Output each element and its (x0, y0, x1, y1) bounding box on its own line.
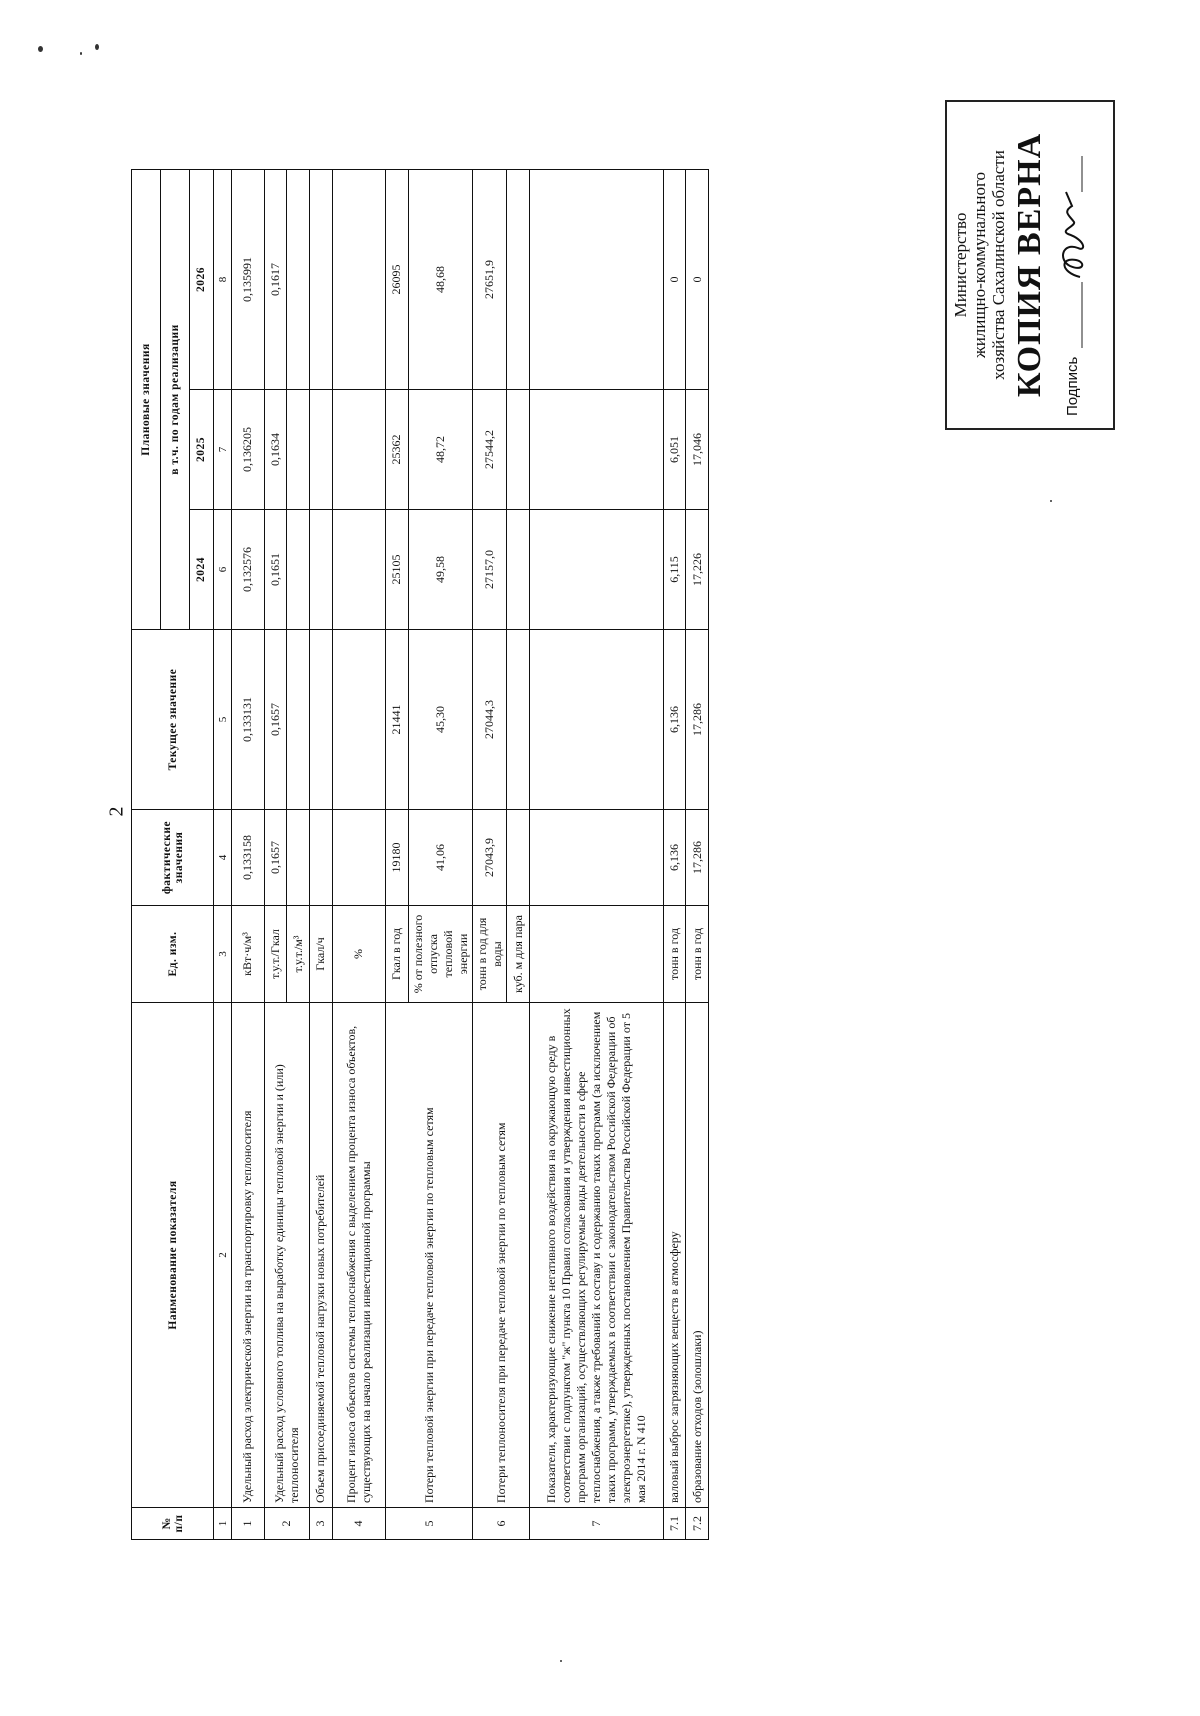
row-name: Объем присоединяемой тепловой нагрузки новых потребителей (309, 1003, 332, 1508)
row-unit: % (332, 906, 385, 1003)
table-row (529, 169, 663, 1539)
row-actual (332, 810, 385, 906)
row-2025: 0,136205 (231, 390, 264, 510)
scan-speck (95, 44, 99, 50)
row-num: 4 (332, 1508, 385, 1540)
header-year-2026: 2026 (189, 169, 214, 389)
row-2025: 17,046 (686, 390, 709, 510)
row-num: 1 (231, 1508, 264, 1540)
row-current (332, 630, 385, 810)
index-cell: 5 (214, 630, 231, 810)
header-by-year: в т.ч. по годам реализации (160, 169, 189, 629)
row-2024 (309, 510, 332, 630)
row-2025-alt: 48,72 (408, 390, 473, 510)
row-actual: 17,286 (686, 810, 709, 906)
row-2024: 25105 (386, 510, 409, 630)
scan-speck (1050, 500, 1052, 502)
indicators-table (131, 169, 709, 1540)
index-cell: 7 (214, 390, 231, 510)
header-planned: Плановые значения (132, 169, 161, 629)
empty-cell (529, 510, 663, 630)
index-cell: 1 (214, 1508, 231, 1540)
stamp-line-housing: жилищно-коммунального (970, 171, 989, 359)
row-2025 (309, 390, 332, 510)
scan-speck (80, 52, 82, 55)
row-2025: 0,1634 (264, 390, 287, 510)
empty-cell (287, 390, 310, 510)
row-2024: 27157,0 (473, 510, 507, 630)
row-num: 5 (386, 1508, 473, 1540)
row-2025 (332, 390, 385, 510)
row-2025: 25362 (386, 390, 409, 510)
index-cell: 3 (214, 906, 231, 1003)
header-current: Текущее значение (132, 630, 214, 810)
stamp-line-ministry: Министерство (951, 212, 970, 318)
row-actual: 0,1657 (264, 810, 287, 906)
row-current-alt: 45,30 (408, 630, 473, 810)
row-2024: 6,115 (663, 510, 686, 630)
empty-cell (507, 390, 530, 510)
row-unit-alt: куб. м для пара (507, 906, 530, 1003)
header-unit: Ед. изм. (132, 906, 214, 1003)
empty-cell (287, 810, 310, 906)
row-2026-alt: 48,68 (408, 169, 473, 389)
empty-cell (529, 390, 663, 510)
table-row (231, 169, 264, 1539)
table-row (309, 169, 332, 1539)
row-num: 2 (264, 1508, 309, 1540)
index-cell: 6 (214, 510, 231, 630)
scan-speck (38, 46, 43, 52)
row-name: валовый выброс загрязняющих веществ в атмосферу (663, 1003, 686, 1508)
row-name: образование отходов (золошлаки) (686, 1003, 709, 1508)
empty-cell (287, 169, 310, 389)
row-num: 7 (529, 1508, 663, 1540)
page-number: 2 (105, 806, 128, 817)
row-2024: 0,132576 (231, 510, 264, 630)
row-2026: 0 (663, 169, 686, 389)
row-2026: 0,1617 (264, 169, 287, 389)
table-row (386, 169, 409, 1539)
table-row (332, 169, 385, 1539)
row-name: Удельный расход условного топлива на выработку единицы тепловой энергии и (или) теплоносителя (264, 1003, 309, 1508)
empty-cell (529, 810, 663, 906)
row-2026 (309, 169, 332, 389)
row-2024-alt: 49,58 (408, 510, 473, 630)
header-actual: фактические значения (132, 810, 214, 906)
stamp-signature-label: Подпись (1063, 356, 1081, 416)
row-2026 (332, 169, 385, 389)
row-current: 21441 (386, 630, 409, 810)
row-unit-alt: % от полезного отпуска тепловой энергии (408, 906, 473, 1003)
row-unit-alt: т.у.т./м³ (287, 906, 310, 1003)
row-num: 7.1 (663, 1508, 686, 1540)
header-year-2024: 2024 (189, 510, 214, 630)
row-unit: Гкал в год (386, 906, 409, 1003)
row-actual (309, 810, 332, 906)
index-cell: 4 (214, 810, 231, 906)
empty-cell (529, 169, 663, 389)
row-2026: 27651,9 (473, 169, 507, 389)
row-current: 0,133131 (231, 630, 264, 810)
table-row (264, 169, 287, 1539)
row-2026: 0,135991 (231, 169, 264, 389)
row-current: 17,286 (686, 630, 709, 810)
row-current: 27044,3 (473, 630, 507, 810)
header-year-2025: 2025 (189, 390, 214, 510)
empty-cell (507, 169, 530, 389)
row-2024 (332, 510, 385, 630)
row-2026: 0 (686, 169, 709, 389)
row-2025: 27544,2 (473, 390, 507, 510)
row-unit: т.у.т./Гкал (264, 906, 287, 1003)
stamp-line-region: хозяйства Сахалинской области (989, 150, 1008, 380)
row-unit: Гкал/ч (309, 906, 332, 1003)
row-num: 6 (473, 1508, 530, 1540)
table-row (473, 169, 507, 1539)
header-num: № п/п (132, 1508, 214, 1540)
row-current (309, 630, 332, 810)
table-row (686, 169, 709, 1539)
empty-cell (507, 810, 530, 906)
row-name: Процент износа объектов системы теплоснабжения с выделением процента износа объектов, существующих на начало реализации инвестиционной программы (332, 1003, 385, 1508)
empty-cell (529, 630, 663, 810)
row-num: 3 (309, 1508, 332, 1540)
row-name: Потери теплоносителя при передаче тепловой энергии по тепловым сетям (473, 1003, 530, 1508)
row-current: 0,1657 (264, 630, 287, 810)
row-actual: 6,136 (663, 810, 686, 906)
certification-stamp (945, 100, 1115, 430)
stamp-signature-row (1056, 102, 1090, 428)
row-actual: 0,133158 (231, 810, 264, 906)
row-unit: тонн в год (663, 906, 686, 1003)
row-2024: 0,1651 (264, 510, 287, 630)
row-2025: 6,051 (663, 390, 686, 510)
empty-cell (507, 510, 530, 630)
row-name: Показатели, характеризующие снижение негативного воздействия на окружающую среду в соответствии с подпунктом "ж" пункта 10 Правил согласования и утверждения инвестиционных программ организаций, осуществляющих регулируемые виды деятельности в сфере теплоснабжения, а также требований к составу и содержанию таких программ (за исключением таких программ, утверждаемых в соответствии с законодательством Российской Федерации об электроэнергетике), утвержденных постановлением Правительства Российской Федерации от 5 мая 2014 г. N 410 (529, 1003, 663, 1508)
empty-cell (287, 630, 310, 810)
row-unit: кВт·ч/м³ (231, 906, 264, 1003)
row-current: 6,136 (663, 630, 686, 810)
row-2024: 17,226 (686, 510, 709, 630)
header-name: Наименование показателя (132, 1003, 214, 1508)
index-cell: 2 (214, 1003, 231, 1508)
row-unit: тонн в год для воды (473, 906, 507, 1003)
row-num: 7.2 (686, 1508, 709, 1540)
row-actual: 19180 (386, 810, 409, 906)
row-2026: 26095 (386, 169, 409, 389)
certification-stamp-rotated (945, 100, 1115, 430)
row-name: Потери тепловой энергии при передаче тепловой энергии по тепловым сетям (386, 1003, 473, 1508)
index-cell: 8 (214, 169, 231, 389)
empty-cell (507, 630, 530, 810)
stamp-copy-certified: КОПИЯ ВЕРНА (1011, 132, 1048, 398)
scan-speck (560, 1660, 562, 1662)
column-index-row (214, 169, 231, 1539)
table-row (663, 169, 686, 1539)
empty-cell (529, 906, 663, 1003)
row-actual-alt: 41,06 (408, 810, 473, 906)
row-name: Удельный расход электрической энергии на транспортировку теплоносителя (231, 1003, 264, 1508)
indicators-table-rotated (131, 170, 709, 1540)
row-actual: 27043,9 (473, 810, 507, 906)
signature-icon (1056, 152, 1090, 352)
row-unit: тонн в год (686, 906, 709, 1003)
empty-cell (287, 510, 310, 630)
